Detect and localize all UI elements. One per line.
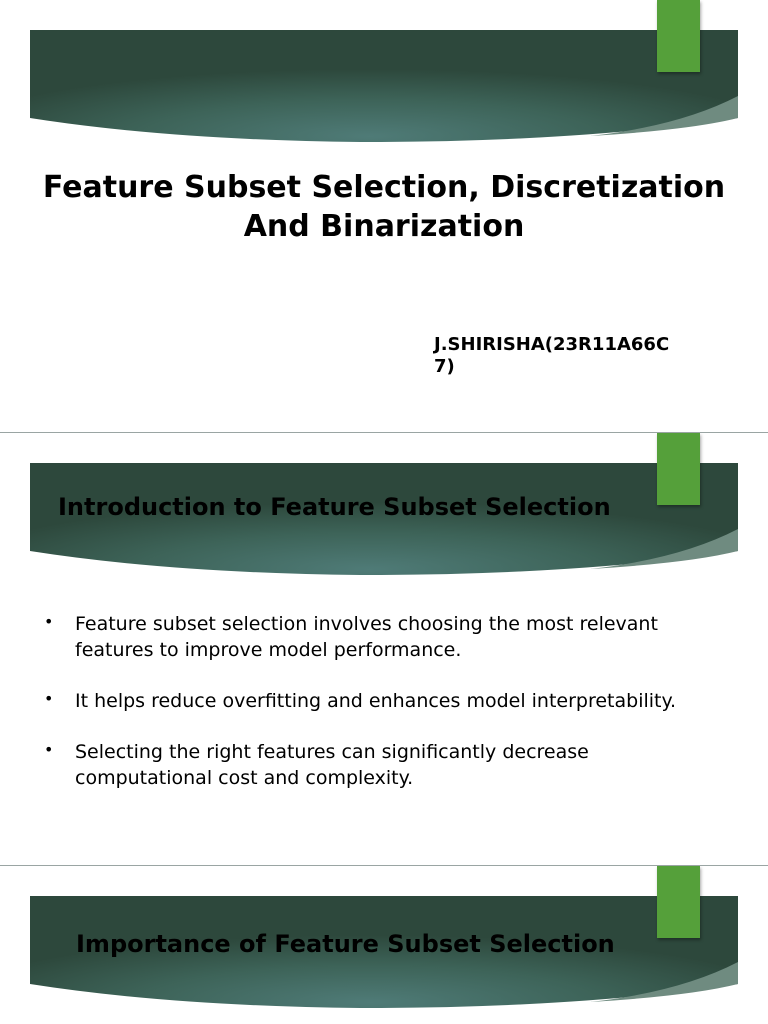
bullet-item bbox=[44, 611, 684, 663]
bullet-dot-icon: • bbox=[44, 689, 54, 708]
green-accent-tab bbox=[657, 866, 700, 938]
bullet-text: Feature subset selection involves choosing the most relevant features to improve model performance. bbox=[75, 613, 658, 661]
green-accent-tab bbox=[657, 0, 700, 72]
slide-importance bbox=[0, 866, 768, 1024]
bullet-item bbox=[44, 739, 684, 791]
bullet-dot-icon: • bbox=[44, 740, 54, 759]
slide-heading: Importance of Feature Subset Selection bbox=[76, 930, 615, 958]
bullet-text: It helps reduce overfitting and enhances model interpretability. bbox=[75, 690, 677, 712]
bullet-item bbox=[44, 688, 684, 714]
presentation-title: Feature Subset Selection, Discretization And Binarization bbox=[42, 170, 726, 244]
slide-introduction bbox=[0, 433, 768, 865]
slide-heading: Introduction to Feature Subset Selection bbox=[58, 493, 611, 521]
author-name: J.SHIRISHA(23R11A66C7) bbox=[434, 334, 670, 377]
header-banner bbox=[30, 30, 738, 143]
bullet-list bbox=[44, 611, 684, 816]
slide-title-slide bbox=[0, 0, 768, 432]
bullet-text: Selecting the right features can significantly decrease computational cost and complexity. bbox=[75, 741, 589, 789]
bullet-dot-icon: • bbox=[44, 612, 54, 631]
